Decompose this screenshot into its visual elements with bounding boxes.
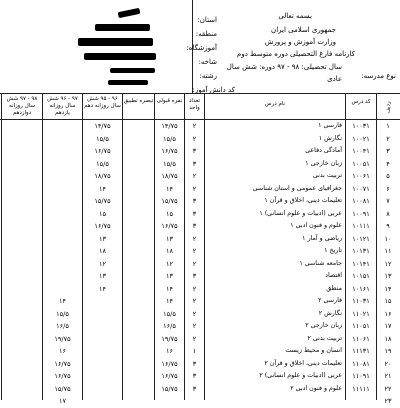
cell-y98 <box>2 320 42 333</box>
bismillah: بسمه تعالی <box>278 12 312 20</box>
cell-title: انسان و محیط زیست <box>285 347 342 354</box>
cell-units: ۲ <box>192 122 197 130</box>
cell-y96 <box>83 333 122 346</box>
cell-n: ۳ <box>386 147 390 155</box>
cell-code: ۱۱۰۵۱ <box>352 322 370 330</box>
cell-y97 <box>43 195 82 208</box>
cell-units: ۲ <box>192 284 197 293</box>
cell-y97: ۱۵/۷۵ <box>54 384 71 393</box>
cell-y98 <box>2 120 42 133</box>
cell-y98 <box>2 220 42 233</box>
province-label: استان: <box>197 16 217 24</box>
cell-final: ۱۸/۷۵ <box>161 172 178 180</box>
region-label: منطقه: <box>195 30 217 38</box>
cell-final: ۱۵/۷۵ <box>161 197 178 205</box>
cell-n: ۲ <box>386 134 390 143</box>
cell-n: ۲۳ <box>384 397 392 405</box>
cell-final: ۱۶/۷۵ <box>161 147 178 155</box>
student-code-label: کد دانش آموز: <box>192 86 235 94</box>
cell-n: ۱۳ <box>384 272 392 280</box>
cell-y96: ۱۵ <box>99 209 106 218</box>
cell-n: ۱۹ <box>384 347 392 355</box>
cell-y98 <box>2 233 42 246</box>
cell-code: ۱۰۰۵۱ <box>352 159 370 168</box>
cell-n: ۱ <box>386 122 390 130</box>
cell-n: ۱۸ <box>384 334 392 343</box>
cell-y96 <box>83 370 122 383</box>
cell-final: ۱۶/۷۵ <box>161 222 178 230</box>
school-type-value: عادی <box>327 75 342 83</box>
cell-units <box>185 395 204 408</box>
cell-units: ۲ <box>192 184 197 193</box>
cell-y97 <box>43 208 82 221</box>
cell-title: آمادگی دفاعی <box>305 147 342 154</box>
cell-units: ۲ <box>192 297 197 305</box>
cell-y97 <box>43 183 82 196</box>
cell-y98 <box>2 133 42 146</box>
cell-y97 <box>43 258 82 271</box>
cell-units: ۳ <box>192 197 197 205</box>
cell-title: تعلیمات دینی، اخلاق و قرآن ۱ <box>264 197 342 204</box>
cell-y98 <box>2 395 42 408</box>
cell-y96: ۱۳ <box>99 234 106 243</box>
cell-final: ۱۵/۵ <box>163 159 176 168</box>
col-header-status: تبصره تطبیق <box>123 98 154 104</box>
cell-y96: ۱۴/۷۵ <box>94 122 111 130</box>
cell-code: ۱۱۱۳۱ <box>352 347 370 355</box>
cell-y97 <box>43 158 82 171</box>
cell-code: ۱۱۰۲۱ <box>352 309 370 318</box>
cell-n: ۵ <box>386 172 390 180</box>
cell-y96: ۱۶/۷۵ <box>94 147 111 155</box>
cell-title: ریاضی و آمار ۱ <box>302 234 342 242</box>
cell-code: ۱۱۰۶۱ <box>352 334 370 343</box>
cell-title: زبان خارجی ۲ <box>305 322 342 329</box>
cell-title: تاریخ ۱ <box>324 247 342 254</box>
cell-y96 <box>83 345 122 358</box>
grid-line <box>122 93 123 400</box>
cell-y97: ۱۷ <box>59 397 66 405</box>
redaction-mark <box>118 8 141 18</box>
cell-y98 <box>2 208 42 221</box>
cell-final: ۱۳ <box>166 234 173 243</box>
cell-y97: ۱۴ <box>59 297 66 305</box>
cell-final: ۱۲ <box>166 259 173 268</box>
cell-y97 <box>43 270 82 283</box>
cell-n: ۱۴ <box>384 284 392 293</box>
country-name: جمهوری اسلامی ایران <box>271 26 336 34</box>
grid-line <box>204 93 205 400</box>
cell-title: جغرافیای عمومی و استان شناسی <box>252 184 342 192</box>
cell-n: ۱۷ <box>384 322 392 330</box>
cell-y97: ۱۶/۷۵ <box>54 359 71 368</box>
header-column-divider <box>192 0 193 93</box>
cell-units: ۳ <box>192 159 197 168</box>
cell-n: ۲۰ <box>384 359 392 368</box>
cell-final: ۱۶ <box>166 347 173 355</box>
col-header-y97: ۹۷ - ۹۶ شش سال روزانه یازدهم <box>47 96 78 116</box>
cell-code: ۱۰۰۶۱ <box>352 172 370 180</box>
cell-y98 <box>2 245 42 258</box>
cell-y98 <box>2 358 42 371</box>
cell-title: اقتصاد <box>325 272 342 279</box>
cell-code: ۱۰۱۲۱ <box>352 234 370 243</box>
cell-code: ۱۰۱۶۱ <box>352 284 370 293</box>
year-line: سال تحصیلی: ۹۸ - ۹۷ دوره: شش سال <box>226 63 342 71</box>
cell-y96: ۱۶/۷۵ <box>94 222 111 230</box>
cell-final: ۱۵/۵ <box>163 309 176 318</box>
cell-y97 <box>43 220 82 233</box>
cell-units: ۳ <box>192 147 197 155</box>
cell-code: ۱۱۰۸۱ <box>352 359 370 368</box>
cell-units: ۲ <box>192 247 197 255</box>
cell-units: ۳ <box>192 222 197 230</box>
cell-units: ۳ <box>192 209 197 218</box>
cell-final: ۱۶/۷۵ <box>161 359 178 368</box>
cell-title: عربی (ادبیات و علوم انسانی) ۲ <box>259 372 342 379</box>
cell-final: ۱۸ <box>166 247 173 255</box>
cell-n: ۱۶ <box>384 309 392 318</box>
cell-n: ۱۵ <box>384 297 392 305</box>
cell-final: ۱۴ <box>166 284 173 293</box>
cell-y96 <box>83 358 122 371</box>
cell-y98 <box>2 183 42 196</box>
cell-final: ۱۵ <box>166 209 173 218</box>
cell-y96: ۱۸/۷۵ <box>94 172 111 180</box>
cell-units: ۲ <box>192 322 197 330</box>
cell-title: تربیت بدنی ۲ <box>307 334 342 342</box>
cell-code: ۱۰۰۸۱ <box>352 197 370 205</box>
redaction-mark <box>78 38 153 46</box>
cell-y97: ۱۹/۷۵ <box>54 334 71 343</box>
cell-title: تربیت بدنی <box>312 172 342 179</box>
cell-units: ۳ <box>192 359 197 368</box>
cell-title <box>206 395 342 408</box>
document-title: کارنامه فارغ التحصیلی دوره متوسط دوم <box>237 50 355 58</box>
redaction-mark <box>110 68 155 73</box>
cell-final <box>155 395 184 408</box>
cell-n: ۲۲ <box>384 384 392 393</box>
cell-y96 <box>83 295 122 308</box>
cell-code: ۱۰۰۹۱ <box>352 209 370 218</box>
cell-y97: ۱۶/۵ <box>56 322 69 330</box>
cell-y96 <box>83 308 122 321</box>
cell-title: زبان خارجی ۱ <box>305 159 342 167</box>
cell-final: ۱۶/۷۵ <box>161 372 178 380</box>
cell-y96: ۱۸ <box>99 247 106 255</box>
cell-y98 <box>2 258 42 271</box>
col-header-row-number: ردیف <box>385 101 392 114</box>
cell-final: ۱۹/۷۵ <box>161 334 178 343</box>
cell-final: ۱۴ <box>166 184 173 193</box>
cell-final: ۱۴ <box>166 297 173 305</box>
cell-code: ۱۱۰۳۱ <box>352 297 370 305</box>
cell-code <box>346 395 376 408</box>
cell-units: ۳ <box>192 384 197 393</box>
cell-title: نگارش ۱ <box>318 134 342 142</box>
cell-n: ۹ <box>386 222 390 230</box>
cell-code: ۱۰۱۴۱ <box>352 259 370 268</box>
col-header-units: تعداد واحد <box>188 98 201 111</box>
cell-y96: ۱۵/۷۵ <box>94 197 111 205</box>
cell-y96 <box>83 320 122 333</box>
cell-y96 <box>83 395 122 408</box>
school-label: آموزشگاه: <box>186 44 217 52</box>
cell-n: ۶ <box>386 184 390 193</box>
cell-title: منطق <box>326 284 342 292</box>
cell-y97 <box>43 283 82 296</box>
cell-code: ۱۰۰۲۱ <box>352 134 370 143</box>
cell-y98 <box>2 383 42 396</box>
cell-y97 <box>43 133 82 146</box>
cell-n: ۴ <box>386 159 390 168</box>
field-label: رشته: <box>199 72 217 80</box>
cell-units: ۳ <box>192 272 197 280</box>
cell-units: ۲ <box>192 134 197 143</box>
cell-title: فارسی ۲ <box>318 297 342 304</box>
cell-code: ۱۰۰۳۱ <box>352 122 370 130</box>
cell-y96: ۱۵/۵ <box>96 159 109 168</box>
cell-y98 <box>2 295 42 308</box>
school-type-label: نوع مدرسه: <box>361 72 396 80</box>
cell-units: ۱ <box>192 347 197 355</box>
cell-title: جامعه شناسی ۱ <box>299 259 342 267</box>
cell-y98 <box>2 333 42 346</box>
cell-units: ۲ <box>192 309 197 318</box>
header-divider <box>0 93 400 94</box>
cell-title: فارسی ۱ <box>318 122 342 129</box>
cell-final: ۱۵/۵ <box>163 134 176 143</box>
cell-y98 <box>2 370 42 383</box>
cell-code: ۱۰۱۵۱ <box>352 272 370 280</box>
cell-n: ۱۲ <box>384 259 392 268</box>
cell-n: ۲۱ <box>384 372 392 380</box>
cell-n: ۱۱ <box>384 247 392 255</box>
cell-n: ۱۰ <box>384 234 392 243</box>
cell-n: ۷ <box>386 197 390 205</box>
col-header-course-code: کد درس <box>351 99 371 105</box>
cell-code: ۱۰۰۷۱ <box>352 184 370 193</box>
col-header-y98: ۹۸ - ۹۷ شش سال روزانه دوازدهم <box>6 96 38 116</box>
cell-units: ۲ <box>192 172 197 180</box>
cell-y97: ۱۵/۵ <box>56 309 69 318</box>
cell-y97 <box>43 145 82 158</box>
cell-y97 <box>43 170 82 183</box>
cell-y98 <box>2 270 42 283</box>
cell-n: ۸ <box>386 209 390 218</box>
col-header-course-title: نام درس <box>264 101 286 107</box>
cell-code: ۱۰۰۴۱ <box>352 147 370 155</box>
cell-units: ۲ <box>192 259 197 268</box>
redaction-mark <box>84 53 156 60</box>
cell-y96: ۱۴ <box>99 184 106 193</box>
cell-title: عربی (ادبیات و علوم انسانی) ۱ <box>259 209 342 217</box>
col-header-y96: ۹۶ - ۹۵ شش سال روزانه دهم <box>84 96 121 109</box>
cell-units: ۲ <box>192 334 197 343</box>
cell-y97: ۱۶/۷۵ <box>54 372 71 380</box>
cell-final: ۱۶/۵ <box>163 322 176 330</box>
cell-code: ۱۱۰۹۱ <box>352 372 370 380</box>
cell-y98 <box>2 170 42 183</box>
cell-y96: ۱۵/۵ <box>96 134 109 143</box>
cell-y98 <box>2 308 42 321</box>
cell-title: علوم و فنون ادبی ۲ <box>290 384 342 392</box>
cell-units: ۲ <box>192 234 197 243</box>
cell-y98 <box>2 145 42 158</box>
col-header-final-grade: نمره قبولی <box>156 98 183 104</box>
cell-title: تعلیمات دینی، اخلاق و قرآن ۲ <box>264 359 342 367</box>
cell-code: ۱۰۱۱۱ <box>352 222 370 230</box>
cell-final: ۱۴/۷۵ <box>161 122 178 130</box>
cell-y98 <box>2 195 42 208</box>
cell-y96: ۱۴ <box>99 284 106 293</box>
cell-title: علوم و فنون ادبی ۱ <box>290 222 342 229</box>
cell-final: ۱۵/۷۵ <box>161 384 178 393</box>
ministry-name: وزارت آموزش و پرورش <box>264 38 336 46</box>
cell-y96 <box>83 383 122 396</box>
cell-title: نگارش ۲ <box>318 309 342 317</box>
cell-code: ۱۰۱۳۱ <box>352 247 370 255</box>
redaction-mark <box>95 24 150 31</box>
cell-y97 <box>43 233 82 246</box>
branch-label: شاخه: <box>198 58 217 66</box>
cell-y98 <box>2 158 42 171</box>
cell-y98 <box>2 283 42 296</box>
cell-y96: ۱۳ <box>99 272 106 280</box>
cell-y97: ۱۶ <box>59 347 66 355</box>
cell-units: ۳ <box>192 372 197 380</box>
cell-y97 <box>43 120 82 133</box>
cell-y98 <box>2 345 42 358</box>
cell-code: ۱۱۱۱۱ <box>352 384 370 393</box>
cell-final: ۱۳ <box>166 272 173 280</box>
cell-y97 <box>43 245 82 258</box>
cell-y96: ۱۲ <box>99 259 106 268</box>
redaction-mark <box>108 80 148 85</box>
